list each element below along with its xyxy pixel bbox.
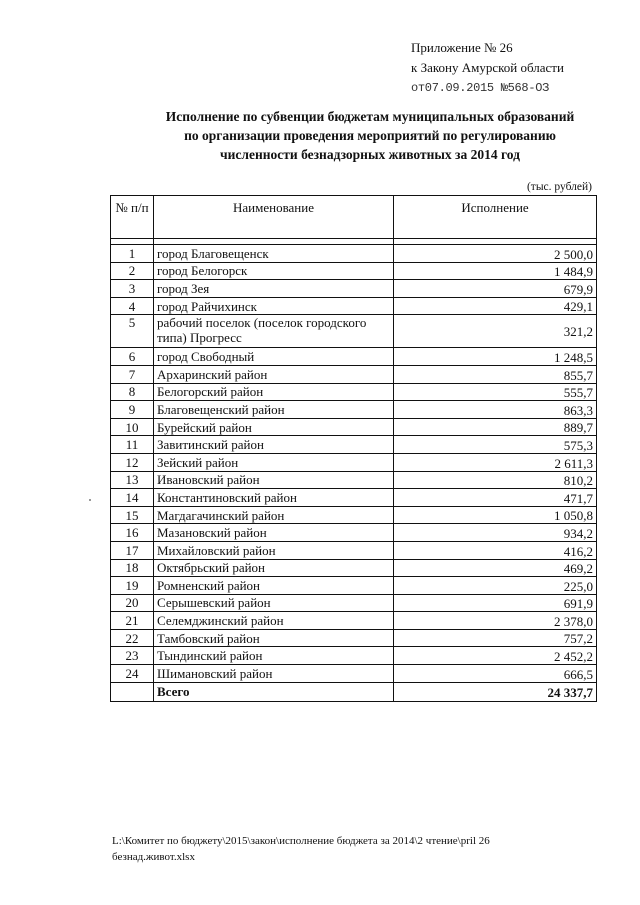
row-name: Завитинский район: [154, 436, 394, 454]
row-number: 23: [111, 647, 154, 665]
row-value: 757,2: [394, 629, 597, 647]
row-value: 666,5: [394, 665, 597, 683]
row-name: Константиновский район: [154, 489, 394, 507]
row-number: 20: [111, 594, 154, 612]
row-number: 17: [111, 541, 154, 559]
file-path-footer: [112, 833, 582, 865]
row-value: 321,2: [394, 315, 597, 348]
table-row: [111, 280, 597, 298]
row-number: 9: [111, 401, 154, 419]
table-row: [111, 348, 597, 366]
row-value: 429,1: [394, 297, 597, 315]
row-value: 2 452,2: [394, 647, 597, 665]
appendix-date: от07.09.2015 №568-ОЗ: [411, 81, 550, 95]
table-row: [111, 453, 597, 471]
row-value: 575,3: [394, 436, 597, 454]
row-number: 14: [111, 489, 154, 507]
row-number: 4: [111, 297, 154, 315]
row-value: 855,7: [394, 365, 597, 383]
header-execution: Исполнение: [394, 196, 597, 239]
table-row: [111, 489, 597, 507]
row-value: 863,3: [394, 401, 597, 419]
row-name: город Благовещенск: [154, 245, 394, 263]
row-number: 2: [111, 262, 154, 280]
header-name: Наименование: [154, 196, 394, 239]
row-number: 11: [111, 436, 154, 454]
row-value: 416,2: [394, 541, 597, 559]
row-name: город Райчихинск: [154, 297, 394, 315]
row-name: Архаринский район: [154, 365, 394, 383]
table-row: [111, 471, 597, 489]
table-row: [111, 577, 597, 595]
row-name: Ромненский район: [154, 577, 394, 595]
table-row: [111, 418, 597, 436]
table-row: [111, 401, 597, 419]
row-value: 225,0: [394, 577, 597, 595]
row-name: Шимановский район: [154, 665, 394, 683]
table-total-row: [111, 682, 597, 701]
table-row: [111, 245, 597, 263]
row-number: 1: [111, 245, 154, 263]
row-name: город Белогорск: [154, 262, 394, 280]
appendix-law: к Закону Амурской области: [411, 60, 564, 75]
total-empty-cell: [111, 682, 154, 701]
table-row: [111, 665, 597, 683]
row-name: Михайловский район: [154, 541, 394, 559]
row-name: город Зея: [154, 280, 394, 298]
table-row: [111, 262, 597, 280]
row-name: город Свободный: [154, 348, 394, 366]
row-value: 2 378,0: [394, 612, 597, 630]
row-name: Благовещенский район: [154, 401, 394, 419]
table-row: [111, 436, 597, 454]
table-row: [111, 506, 597, 524]
row-number: 6: [111, 348, 154, 366]
table-row: [111, 629, 597, 647]
budget-table: [110, 195, 597, 702]
row-number: 15: [111, 506, 154, 524]
row-number: 8: [111, 383, 154, 401]
total-value: 24 337,7: [394, 682, 597, 701]
title-line-3: численности безнадзорных животных за 2014 год: [220, 147, 520, 162]
row-value: 691,9: [394, 594, 597, 612]
row-name: Октябрьский район: [154, 559, 394, 577]
appendix-number: Приложение № 26: [411, 40, 513, 55]
table-row: [111, 594, 597, 612]
table-row: [111, 383, 597, 401]
row-number: 3: [111, 280, 154, 298]
document-title: [100, 107, 640, 164]
row-value: 2 611,3: [394, 453, 597, 471]
row-name: Ивановский район: [154, 471, 394, 489]
row-value: 471,7: [394, 489, 597, 507]
table-row: [111, 524, 597, 542]
table-row: [111, 559, 597, 577]
title-line-2: по организации проведения мероприятий по регулированию: [184, 128, 556, 143]
footer-path-line-2: безнад.живот.xlsx: [112, 851, 195, 863]
row-number: 18: [111, 559, 154, 577]
row-value: 1 050,8: [394, 506, 597, 524]
table-row: [111, 647, 597, 665]
row-value: 469,2: [394, 559, 597, 577]
row-number: 10: [111, 418, 154, 436]
row-number: 13: [111, 471, 154, 489]
table-row: [111, 297, 597, 315]
row-value: 1 248,5: [394, 348, 597, 366]
row-value: 1 484,9: [394, 262, 597, 280]
header-number: № п/п: [111, 196, 154, 239]
row-name: Бурейский район: [154, 418, 394, 436]
unit-label: (тыс. рублей): [526, 181, 592, 193]
row-number: 21: [111, 612, 154, 630]
row-number: 19: [111, 577, 154, 595]
row-number: 12: [111, 453, 154, 471]
row-name: Тамбовский район: [154, 629, 394, 647]
row-value: 555,7: [394, 383, 597, 401]
row-value: 934,2: [394, 524, 597, 542]
row-name: Мазановский район: [154, 524, 394, 542]
row-name: Селемджинский район: [154, 612, 394, 630]
row-number: 22: [111, 629, 154, 647]
table-row: [111, 541, 597, 559]
row-value: 679,9: [394, 280, 597, 298]
appendix-block: [411, 38, 564, 98]
row-name: Магдагачинский район: [154, 506, 394, 524]
total-label: Всего: [154, 682, 394, 701]
row-name: рабочий поселок (поселок городского типа) Прогресс: [154, 315, 394, 348]
row-name: Белогорский район: [154, 383, 394, 401]
row-name: Тындинский район: [154, 647, 394, 665]
row-number: 5: [111, 315, 154, 348]
row-name: Серышевский район: [154, 594, 394, 612]
row-value: 889,7: [394, 418, 597, 436]
table-header-row: [111, 196, 597, 239]
footer-path-line-1: L:\Комитет по бюджету\2015\закон\исполнение бюджета за 2014\2 чтение\pril 26: [112, 835, 490, 847]
title-line-1: Исполнение по субвенции бюджетам муниципальных образований: [165, 109, 575, 124]
table-row: [111, 365, 597, 383]
table-row: [111, 315, 597, 348]
scan-speck: [89, 499, 91, 501]
row-number: 24: [111, 665, 154, 683]
row-value: 2 500,0: [394, 245, 597, 263]
table-body: [111, 245, 597, 683]
row-number: 16: [111, 524, 154, 542]
row-value: 810,2: [394, 471, 597, 489]
row-number: 7: [111, 365, 154, 383]
table-row: [111, 612, 597, 630]
row-name: Зейский район: [154, 453, 394, 471]
